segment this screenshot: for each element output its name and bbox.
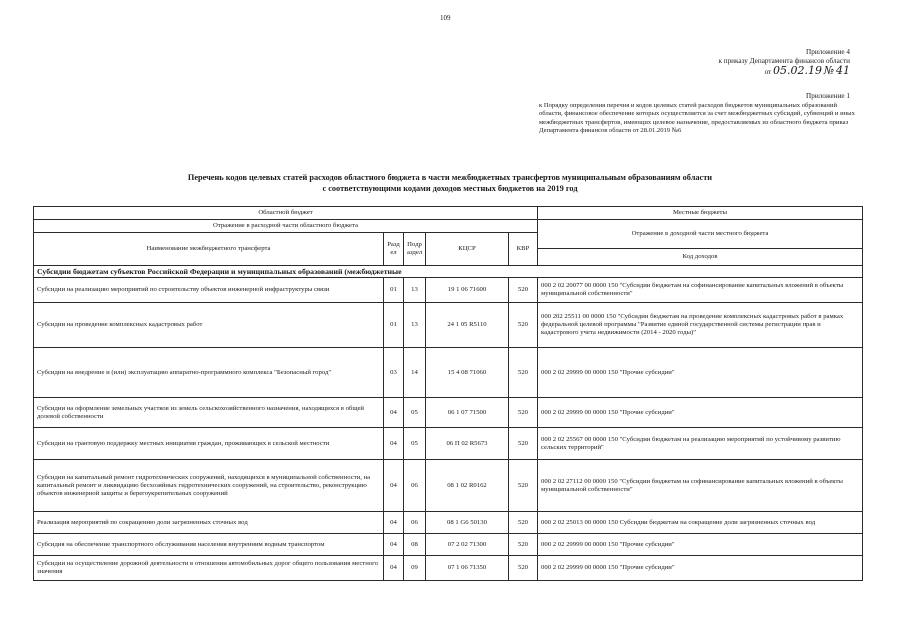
appendix-4-title: Приложение 4 [806,48,850,56]
kvr-code: 520 [509,556,538,581]
kcsr-code: 24 1 05 R5110 [426,303,509,348]
section-code: 04 [384,428,404,460]
subsection-code: 06 [404,512,426,534]
subsection-code: 09 [404,556,426,581]
section-code: 03 [384,348,404,398]
subsection-code: 05 [404,428,426,460]
section-heading: Субсидии бюджетам субъектов Российской Федерации и муниципальных образований (межбюджетные [34,266,863,278]
table-row [34,398,863,428]
header-income-reflection: Отражение в доходной части местного бюджета [538,220,863,249]
table-row [34,556,863,581]
section-code: 01 [384,303,404,348]
page-number: 109 [440,14,451,22]
appendix-4-subtitle: к приказу Департамента финансов области [718,57,850,65]
table-row [34,278,863,303]
handwritten-date: 05.02.19 [773,64,822,77]
document-title: Перечень кодов целевых статей расходов областного бюджета в части межбюджетных трансфертов муниципальным образованиям области [187,173,713,182]
header-transfer-name: Наименование межбюджетного трансферта [34,233,384,266]
kcsr-code: 08 1 G6 50130 [426,512,509,534]
header-regional-budget: Областной бюджет [34,207,538,220]
kvr-code: 520 [509,428,538,460]
kvr-code: 520 [509,534,538,556]
transfer-name: Субсидии на проведение комплексных кадастровых работ [34,303,384,348]
kcsr-code: 07 1 06 71350 [426,556,509,581]
transfer-name: Субсидии на грантовую поддержку местных инициатив граждан, проживающих в сельской местности [34,428,384,460]
appendix-1-text: к Порядку определения перечня и кодов целевых статей расходов бюджетов муниципальных образований области, финансовое обеспечение которых осуществляется за счет межбюджетных субсидий, субвенций и иных межбюджетных трансфертов, имеющих целевое назначение, предоставляемых из областного бюджета приказ Департамента финансов области от 28.01.2019 №6 [539,102,855,135]
document-subtitle: с соответствующими кодами доходов местных бюджетов на 2019 год [322,184,578,193]
subsection-code: 05 [404,398,426,428]
transfer-name: Субсидии на капитальный ремонт гидротехнических сооружений, находящихся в муниципальной собственности, на капитальный ремонт и ликвидацию бесхозяйных гидротехнических сооружений, на строительство, реконструкцию объектов инженерной защиты и берегоукрепительных сооружений [34,460,384,512]
header-kvr: КВР [509,233,538,266]
table-row [34,428,863,460]
header-kcsr: КЦСР [426,233,509,266]
transfer-name: Субсидии на реализацию мероприятий по строительству объектов инженерной инфраструктуры связи [34,278,384,303]
header-income-code: Код доходов [538,249,863,266]
subsection-code: 06 [404,460,426,512]
kcsr-code: 06 1 07 71500 [426,398,509,428]
table-row [34,348,863,398]
kvr-code: 520 [509,278,538,303]
kcsr-code: 07 2 02 71300 [426,534,509,556]
subsection-code: 13 [404,278,426,303]
kvr-code: 520 [509,303,538,348]
subsection-code: 13 [404,303,426,348]
kvr-code: 520 [509,398,538,428]
section-code: 04 [384,460,404,512]
section-code: 04 [384,398,404,428]
kcsr-code: 15 4 08 71060 [426,348,509,398]
number-sign: № [823,64,835,77]
section-code: 04 [384,556,404,581]
transfer-name: Субсидии на внедрение и (или) эксплуатацию аппаратно-программного комплекса "Безопасный город" [34,348,384,398]
appendix-4-header [718,48,850,77]
transfer-name: Субсидии на оформление земельных участков из земель сельскохозяйственного назначения, находящихся в общей долевой собственности [34,398,384,428]
income-code: 000 2 02 25567 00 0000 150 "Субсидии бюджетам на реализацию мероприятий по устойчивому развитию сельских территорий" [538,428,863,460]
table-row [34,534,863,556]
header-subsection: Подр аздел [404,233,426,266]
kcsr-code: 19 1 06 71600 [426,278,509,303]
income-code: 000 2 02 20077 00 0000 150 "Субсидии бюджетам на софинансирование капитальных вложений в объекты муниципальной собственности" [538,278,863,303]
section-code: 04 [384,512,404,534]
kvr-code: 520 [509,460,538,512]
income-code: 000 2 02 25013 00 0000 150 Субсидии бюджетам на сокращение доли загрязненных сточных вод [538,512,863,534]
kcsr-code: 06 П 02 R5673 [426,428,509,460]
transfer-name: Субсидии на осуществление дорожной деятельности в отношении автомобильных дорог общего пользования местного значения [34,556,384,581]
subsection-code: 14 [404,348,426,398]
kvr-code: 520 [509,512,538,534]
header-local-budgets: Местные бюджеты [538,207,863,220]
section-code: 01 [384,278,404,303]
appendix-1-title: Приложение 1 [806,92,850,100]
header-expenditure-reflection: Отражение в расходной части областного бюджета [34,220,538,233]
kcsr-code: 08 1 02 R0162 [426,460,509,512]
income-code: 000 2 02 29999 00 0000 150 "Прочие субсидии" [538,348,863,398]
date-prefix: от [764,68,772,76]
table-row [34,460,863,512]
table-row [34,512,863,534]
income-code: 000 2 02 27112 00 0000 150 "Субсидии бюджетам на софинансирование капитальных вложений в объекты муниципальной собственности" [538,460,863,512]
appendix-4-date-line [718,66,850,77]
transfer-name: Реализация мероприятий по сокращению доли загрязненных сточных вод [34,512,384,534]
section-code: 04 [384,534,404,556]
income-code: 000 2 02 29999 00 0000 150 "Прочие субсидии" [538,534,863,556]
table-row [34,303,863,348]
header-section: Разд ел [384,233,404,266]
subsection-code: 08 [404,534,426,556]
income-code: 000 2 02 29999 00 0000 150 "Прочие субсидии" [538,556,863,581]
kvr-code: 520 [509,348,538,398]
budget-code-table [33,206,863,581]
income-code: 000 2 02 29999 00 0000 150 "Прочие субсидии" [538,398,863,428]
income-code: 000 202 25511 00 0000 150 "Субсидии бюджетам на проведение комплексных кадастровых работ в рамках федеральной целевой программы "Развитие единой государственной системы регистрации прав и кадастрового учета недвижимости (2014 - 2020 годы)" [538,303,863,348]
transfer-name: Субсидия на обеспечение транспортного обслуживания населения внутренним водным транспортом [34,534,384,556]
handwritten-number: 41 [836,64,850,77]
